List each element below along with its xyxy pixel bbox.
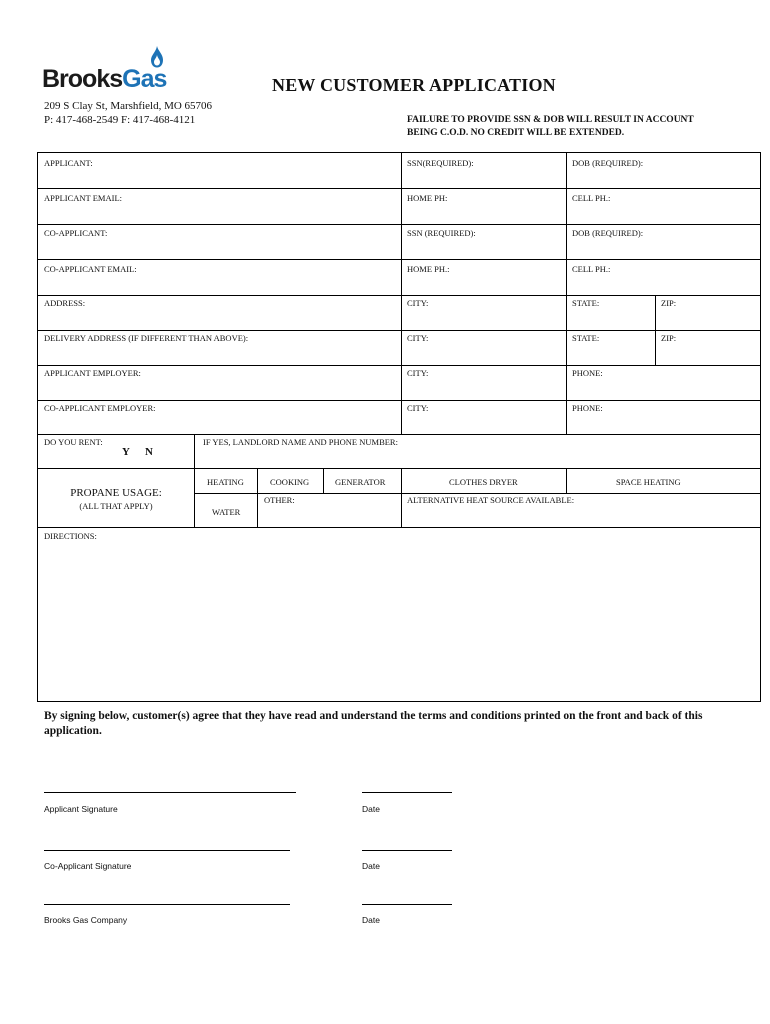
delivery-address-field[interactable]: DELIVERY ADDRESS (IF DIFFERENT THAN ABOVE):	[44, 333, 249, 343]
application-form	[37, 152, 761, 702]
applicant-email-field[interactable]: APPLICANT EMAIL:	[44, 193, 122, 203]
company-signature-label: Brooks Gas Company	[44, 915, 128, 925]
zip-field[interactable]: ZIP:	[661, 298, 677, 308]
cooking-option[interactable]: COOKING	[270, 477, 310, 487]
propane-usage-label: PROPANE USAGE:	[70, 487, 162, 499]
water-option[interactable]: WATER	[212, 507, 241, 517]
delivery-zip-field[interactable]: ZIP:	[661, 333, 677, 343]
co-dob-field[interactable]: DOB (REQUIRED):	[572, 228, 644, 238]
company-date-label: Date	[362, 915, 380, 925]
all-that-apply-label: (ALL THAT APPLY)	[79, 501, 153, 511]
co-home-phone-field[interactable]: HOME PH.:	[407, 264, 450, 274]
co-employer-city-field[interactable]: CITY:	[407, 403, 429, 413]
applicant-date-line[interactable]	[362, 792, 452, 793]
cell-phone-field[interactable]: CELL PH.:	[572, 193, 611, 203]
applicant-date-label: Date	[362, 804, 380, 814]
warning-line-1: FAILURE TO PROVIDE SSN & DOB WILL RESULT IN ACCOUNT	[407, 115, 694, 125]
delivery-state-field[interactable]: STATE:	[572, 333, 600, 343]
employer-city-field[interactable]: CITY:	[407, 368, 429, 378]
co-applicant-date-line[interactable]	[362, 850, 452, 851]
applicant-signature-line[interactable]	[44, 792, 296, 793]
ssn-field[interactable]: SSN(REQUIRED):	[407, 158, 474, 168]
logo-text-gas: Gas	[122, 65, 167, 93]
applicant-signature-label: Applicant Signature	[44, 804, 118, 814]
signature-agreement-text: By signing below, customer(s) agree that they have read and understand the terms and conditions printed on the front and back of this application.	[44, 710, 703, 737]
company-signature-line[interactable]	[44, 904, 290, 905]
logo-text-brooks: Brooks	[42, 65, 123, 93]
state-field[interactable]: STATE:	[572, 298, 600, 308]
phone-fax-line: P: 417-468-2549 F: 417-468-4121	[44, 114, 196, 126]
employer-phone-field[interactable]: PHONE:	[572, 368, 603, 378]
heating-option[interactable]: HEATING	[207, 477, 244, 487]
co-applicant-signature-line[interactable]	[44, 850, 290, 851]
company-address	[44, 99, 212, 127]
applicant-employer-field[interactable]: APPLICANT EMPLOYER:	[44, 368, 141, 378]
applicant-field[interactable]: APPLICANT:	[44, 158, 93, 168]
co-ssn-field[interactable]: SSN (REQUIRED):	[407, 228, 476, 238]
company-logo	[42, 46, 192, 96]
co-applicant-signature-label: Co-Applicant Signature	[44, 861, 132, 871]
co-applicant-date-label: Date	[362, 861, 380, 871]
company-date-line[interactable]	[362, 904, 452, 905]
city-field[interactable]: CITY:	[407, 298, 429, 308]
dob-field[interactable]: DOB (REQUIRED):	[572, 158, 644, 168]
landlord-field[interactable]: IF YES, LANDLORD NAME AND PHONE NUMBER:	[203, 437, 398, 447]
alternative-heat-field[interactable]: ALTERNATIVE HEAT SOURCE AVAILABLE:	[407, 495, 575, 505]
space-heating-option[interactable]: SPACE HEATING	[616, 477, 681, 487]
co-cell-phone-field[interactable]: CELL PH.:	[572, 264, 611, 274]
rent-no-option[interactable]: N	[145, 446, 153, 458]
rent-yes-option[interactable]: Y	[122, 446, 130, 458]
ssn-dob-warning	[407, 114, 747, 140]
do-you-rent-label: DO YOU RENT:	[44, 437, 103, 447]
co-applicant-field[interactable]: CO-APPLICANT:	[44, 228, 108, 238]
generator-option[interactable]: GENERATOR	[335, 477, 386, 487]
directions-field[interactable]: DIRECTIONS:	[44, 531, 97, 541]
co-applicant-email-field[interactable]: CO-APPLICANT EMAIL:	[44, 264, 137, 274]
warning-line-2: BEING C.O.D. NO CREDIT WILL BE EXTENDED.	[407, 128, 625, 138]
address-line: 209 S Clay St, Marshfield, MO 65706	[44, 100, 213, 112]
address-field[interactable]: ADDRESS:	[44, 298, 86, 308]
clothes-dryer-option[interactable]: CLOTHES DRYER	[449, 477, 518, 487]
co-employer-phone-field[interactable]: PHONE:	[572, 403, 603, 413]
co-applicant-employer-field[interactable]: CO-APPLICANT EMPLOYER:	[44, 403, 156, 413]
home-phone-field[interactable]: HOME PH:	[407, 193, 448, 203]
page-title: NEW CUSTOMER APPLICATION	[272, 75, 556, 95]
other-field[interactable]: OTHER:	[264, 495, 295, 505]
delivery-city-field[interactable]: CITY:	[407, 333, 429, 343]
